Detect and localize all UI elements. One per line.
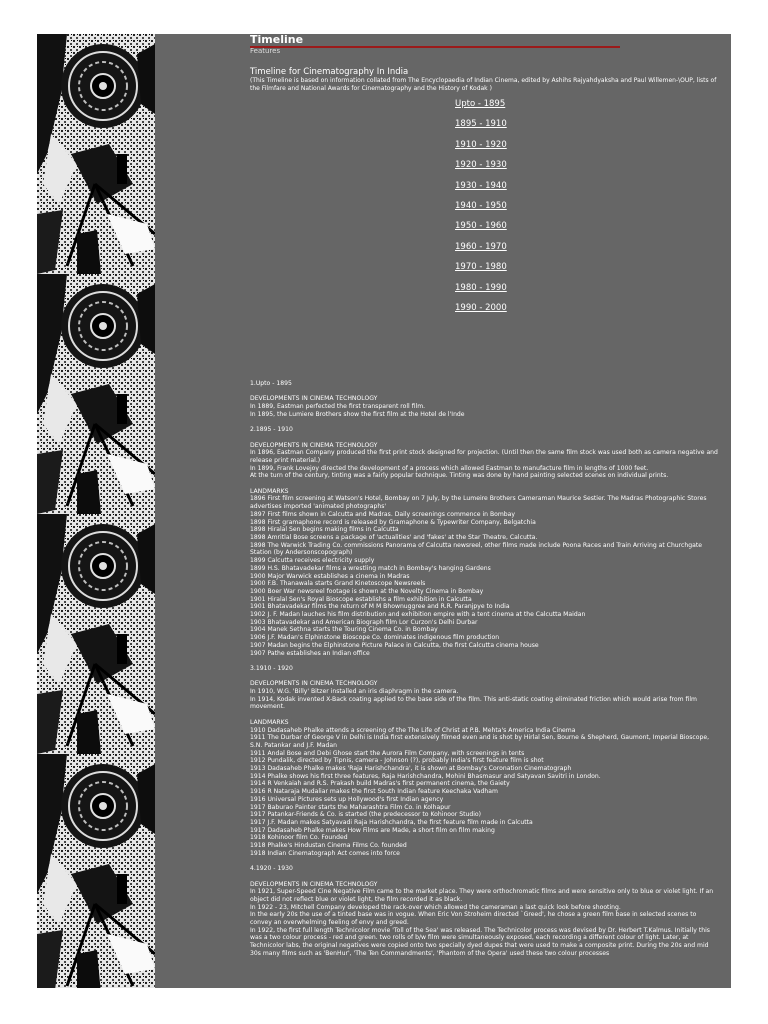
site-subtitle: Features	[250, 47, 281, 55]
decade-link[interactable]: 1970 - 1980	[455, 262, 507, 273]
timeline-entry: 1903 Bhatavadekar and American Biograph film Lor Curzon's Delhi Durbar	[250, 618, 478, 626]
section-title: 2.1895 - 1910	[250, 426, 293, 434]
timeline-section	[250, 665, 720, 858]
timeline-section	[250, 426, 720, 657]
decade-link[interactable]: 1950 - 1960	[455, 221, 507, 232]
timeline-body	[250, 380, 720, 965]
block-heading: DEVELOPMENTS IN CINEMA TECHNOLOGY	[250, 395, 378, 403]
decade-link[interactable]: 1920 - 1930	[455, 160, 507, 171]
source-note: (This Timeline is based on information collated from The Encyclopaedia of Indian Cinema, edited by Ashihs Rajyahdyaksha and Paul Willemen-\OUP, lists of the Filmfare and National Awards for Cinematography and the History of Kodak )	[250, 77, 717, 92]
decade-link[interactable]: 1940 - 1950	[455, 200, 507, 211]
spacer	[250, 673, 720, 681]
timeline-entry: 1906 J.F. Madan's Elphinstone Bioscope Co. dominates indigenous film production	[250, 634, 500, 642]
timeline-entry: 1897 First films shown in Calcutta and Madras. Daily screenings commence in Bombay	[250, 510, 516, 518]
timeline-entry: 1901 Hiralal Sen's Royal Bioscope establishs a film exhibition in Calcutta	[250, 595, 472, 603]
timeline-entry: 1917 J.F. Madan makes Satyavadi Raja Harishchandra, the first feature film made in Calcutta	[250, 818, 533, 826]
timeline-entry: 1898 Amritlal Bose screens a package of 'actualities' and 'fakes' at the Star Theatre, Calcutta.	[250, 534, 538, 541]
timeline-entry: In the early 20s the use of a tinted base was in vogue. When Eric Von Stroheim directed `Greed', he chose a green film base in selected scenes to convey an overwhelming feeling of envy and greed.	[250, 911, 697, 927]
timeline-entry: 1901 Bhatavadekar films the return of M M Bhownuggree and R.R. Paranjpye to India	[250, 603, 510, 611]
spacer	[250, 711, 720, 719]
timeline-entry: 1899 H.S. Bhatavadekar films a wrestling match in Bombay's hanging Gardens	[250, 564, 491, 572]
timeline-entry: 1917 Dadasaheb Phalke makes How Films are Made, a short film on film making	[250, 826, 495, 834]
timeline-entry: 1898 First gramaphone record is released by Gramaphone & Typewriter Company, Belgatchia	[250, 518, 536, 526]
spacer	[250, 388, 720, 396]
timeline-section	[250, 380, 720, 419]
timeline-entry: 1916 R Nataraja Mudaliar makes the first South Indian feature Keechaka Vadham	[250, 788, 498, 796]
timeline-entry: 1900 F.B. Thanawala starts Grand Kinetoscope Newsreels	[250, 580, 426, 588]
timeline-entry: 1910 Dadasaheb Phalke attends a screening of the The Life of Christ at P.B. Mehta's America India Cinema	[250, 726, 576, 734]
timeline-entry: 1914 Phalke shows his first three features, Raja Harishchandra, Mohini Bhasmasur and Satyavan Savitri in London.	[250, 772, 601, 780]
block-heading: LANDMARKS	[250, 487, 289, 495]
page-heading: Timeline for Cinematography In India	[250, 67, 409, 77]
decade-link[interactable]: Upto - 1895	[455, 99, 506, 109]
decade-link[interactable]: 1930 - 1940	[455, 180, 507, 191]
timeline-entry: 1918 Phalke's Hindustan Cinema Films Co. founded	[250, 842, 407, 850]
timeline-entry: 1896 First film screening at Watson's Hotel, Bombay on 7 July, by the Lumeire Brothers Cameraman Maurice Sestier. The Madras Photographic Stores advertises imported 'animated photographs'	[250, 495, 707, 511]
timeline-entry: 1904 Manek Sethna starts the Touring Cinema Co. in Bombay	[250, 626, 438, 634]
decade-link[interactable]: 1960 - 1970	[455, 241, 507, 252]
page-container	[37, 34, 731, 988]
section-title: 4.1920 - 1930	[250, 865, 293, 873]
timeline-entry: In 1910, W.G. 'Billy' Bitzer installed an iris diaphragm in the camera.	[250, 688, 459, 696]
timeline-entry: In 1914, Kodak invented X-Back coating applied to the base side of the film. This anti-static coating eliminated friction which would arise from film movement.	[250, 695, 697, 711]
section-title: 1.Upto - 1895	[250, 380, 292, 387]
block-heading: DEVELOPMENTS IN CINEMA TECHNOLOGY	[250, 441, 378, 449]
timeline-entry: 1898 The Warwick Trading Co. commissions Panorama of Calcutta newsreel, other films made include Poona Races and Train Arriving at Churchgate Station (by Andersonscopograph)	[250, 541, 702, 557]
decade-link[interactable]: 1990 - 2000	[455, 302, 507, 313]
timeline-entry: 1912 Pundalik, directed by Tipnis, camera - Johnson (?), probably India's first feature film is shot	[250, 757, 544, 765]
spacer	[250, 480, 720, 488]
timeline-entry: In 1895, the Lumiere Brothers show the first film at the Hotel de l'Inde	[250, 410, 465, 418]
spacer	[250, 873, 720, 881]
timeline-entry: 1914 R Venkaiah and R.S. Prakash build Madras's first permanent cinema, the Gaiety	[250, 780, 510, 788]
timeline-entry: 1899 Calcutta receives electricity supply	[250, 557, 375, 565]
title-divider	[250, 46, 620, 48]
timeline-entry: 1900 Boer War newsreel footage is shown at the Novelty Cinema in Bombay	[250, 587, 484, 595]
timeline-entry: 1913 Dadasaheb Phalke makes 'Raja Harishchandra', it is shown at Bombay's Coronation Cinematograph	[250, 765, 572, 773]
film-reel-decoration	[37, 34, 155, 988]
timeline-entry: 1911 Andal Bose and Debi Ghose start the Aurora Film Company, with screenings in tents	[250, 749, 525, 757]
block-heading: LANDMARKS	[250, 718, 289, 726]
site-title: Timeline	[250, 34, 304, 46]
timeline-entry: 1917 Baburao Painter starts the Maharashtra Film Co. in Kolhapur	[250, 803, 451, 811]
timeline-entry: In 1896, Eastman Company produced the first print stock designed for projection. (Until then the same film stock was used both as camera negative and release print material.)	[250, 449, 718, 464]
timeline-entry: In 1921, Super-Speed Cine Negative Film came to the market place. They were orthochromatic films and were sensitive only to blue or violet light. If an object did not reflect blue or violet light, the film recorded it as black.	[250, 888, 714, 903]
timeline-entry: In 1922 - 23, Mitchell Company developed the rack-over which allowed the cameraman a last quick look before shooting.	[250, 903, 621, 911]
timeline-entry: 1898 Hiralal Sen begins making films in Calcutta	[250, 526, 399, 534]
timeline-entry: 1918 Kohinoor film Co. Founded	[250, 834, 348, 842]
timeline-entry: 1902 J. F. Madan lauches his film distribution and exhibition empire with a tent cinema at the Calcutta Maidan	[250, 611, 586, 619]
timeline-entry: 1907 Madan begins the Elphinstone Picture Palace in Calcutta, the first Calcutta cinema house	[250, 641, 539, 649]
decade-link[interactable]: 1980 - 1990	[455, 282, 507, 293]
timeline-entry: In 1922, the first full length Technicolor movie 'Toll of the Sea' was released. The Technicolor process was devised by Dr. Herbert T.Kalmus. Initially this was a two colour process - red and green. two rolls of b/w film were simultaneously exposed, each recording a different colour of light. Later, at Technicolor labs, the original negatives were copied onto two specially dyed dupes that were used to make a composite print. During the 20s and mid 30s many films such as 'BenHur', 'The Ten Commandments', 'Phantom of the Opera' used these two colour processes	[250, 926, 710, 957]
timeline-entry: At the turn of the century, tinting was a fairly popular technique. Tinting was done by hand painting selected scenes on individual prints.	[250, 472, 669, 480]
section-title: 3.1910 - 1920	[250, 664, 293, 672]
decade-link[interactable]: 1895 - 1910	[455, 119, 507, 130]
timeline-entry: In 1889, Eastman perfected the first transparent roll film.	[250, 403, 426, 411]
timeline-entry: 1907 Pathe establishes an Indian office	[250, 649, 370, 657]
timeline-entry: 1916 Universal Pictures sets up Hollywood's first Indian agency	[250, 795, 444, 803]
timeline-entry: 1911 The Durbar of George V in Delhi is India first extensively filmed even and is shot by Hirlal Sen, Bourne & Shepherd, Gaumont, Imperial Bioscope, S.N. Patankar and J.F. Madan	[250, 734, 710, 749]
block-heading: DEVELOPMENTS IN CINEMA TECHNOLOGY	[250, 880, 378, 888]
decade-index	[455, 99, 535, 323]
block-heading: DEVELOPMENTS IN CINEMA TECHNOLOGY	[250, 680, 378, 688]
timeline-entry: 1900 Major Warwick establishes a cinema in Madras	[250, 572, 410, 580]
timeline-entry: In 1899, Frank Lovejoy directed the development of a process which allowed Eastman to manufacture film in lengths of 1000 feet.	[250, 464, 649, 472]
decade-link[interactable]: 1910 - 1920	[455, 139, 507, 150]
spacer	[250, 434, 720, 442]
timeline-entry: 1917 Patankar-Friends & Co. is started (the predecessor to Kohinoor Studio)	[250, 811, 481, 819]
timeline-section	[250, 865, 720, 957]
timeline-entry: 1918 Indian Cinematograph Act comes into force	[250, 849, 400, 857]
